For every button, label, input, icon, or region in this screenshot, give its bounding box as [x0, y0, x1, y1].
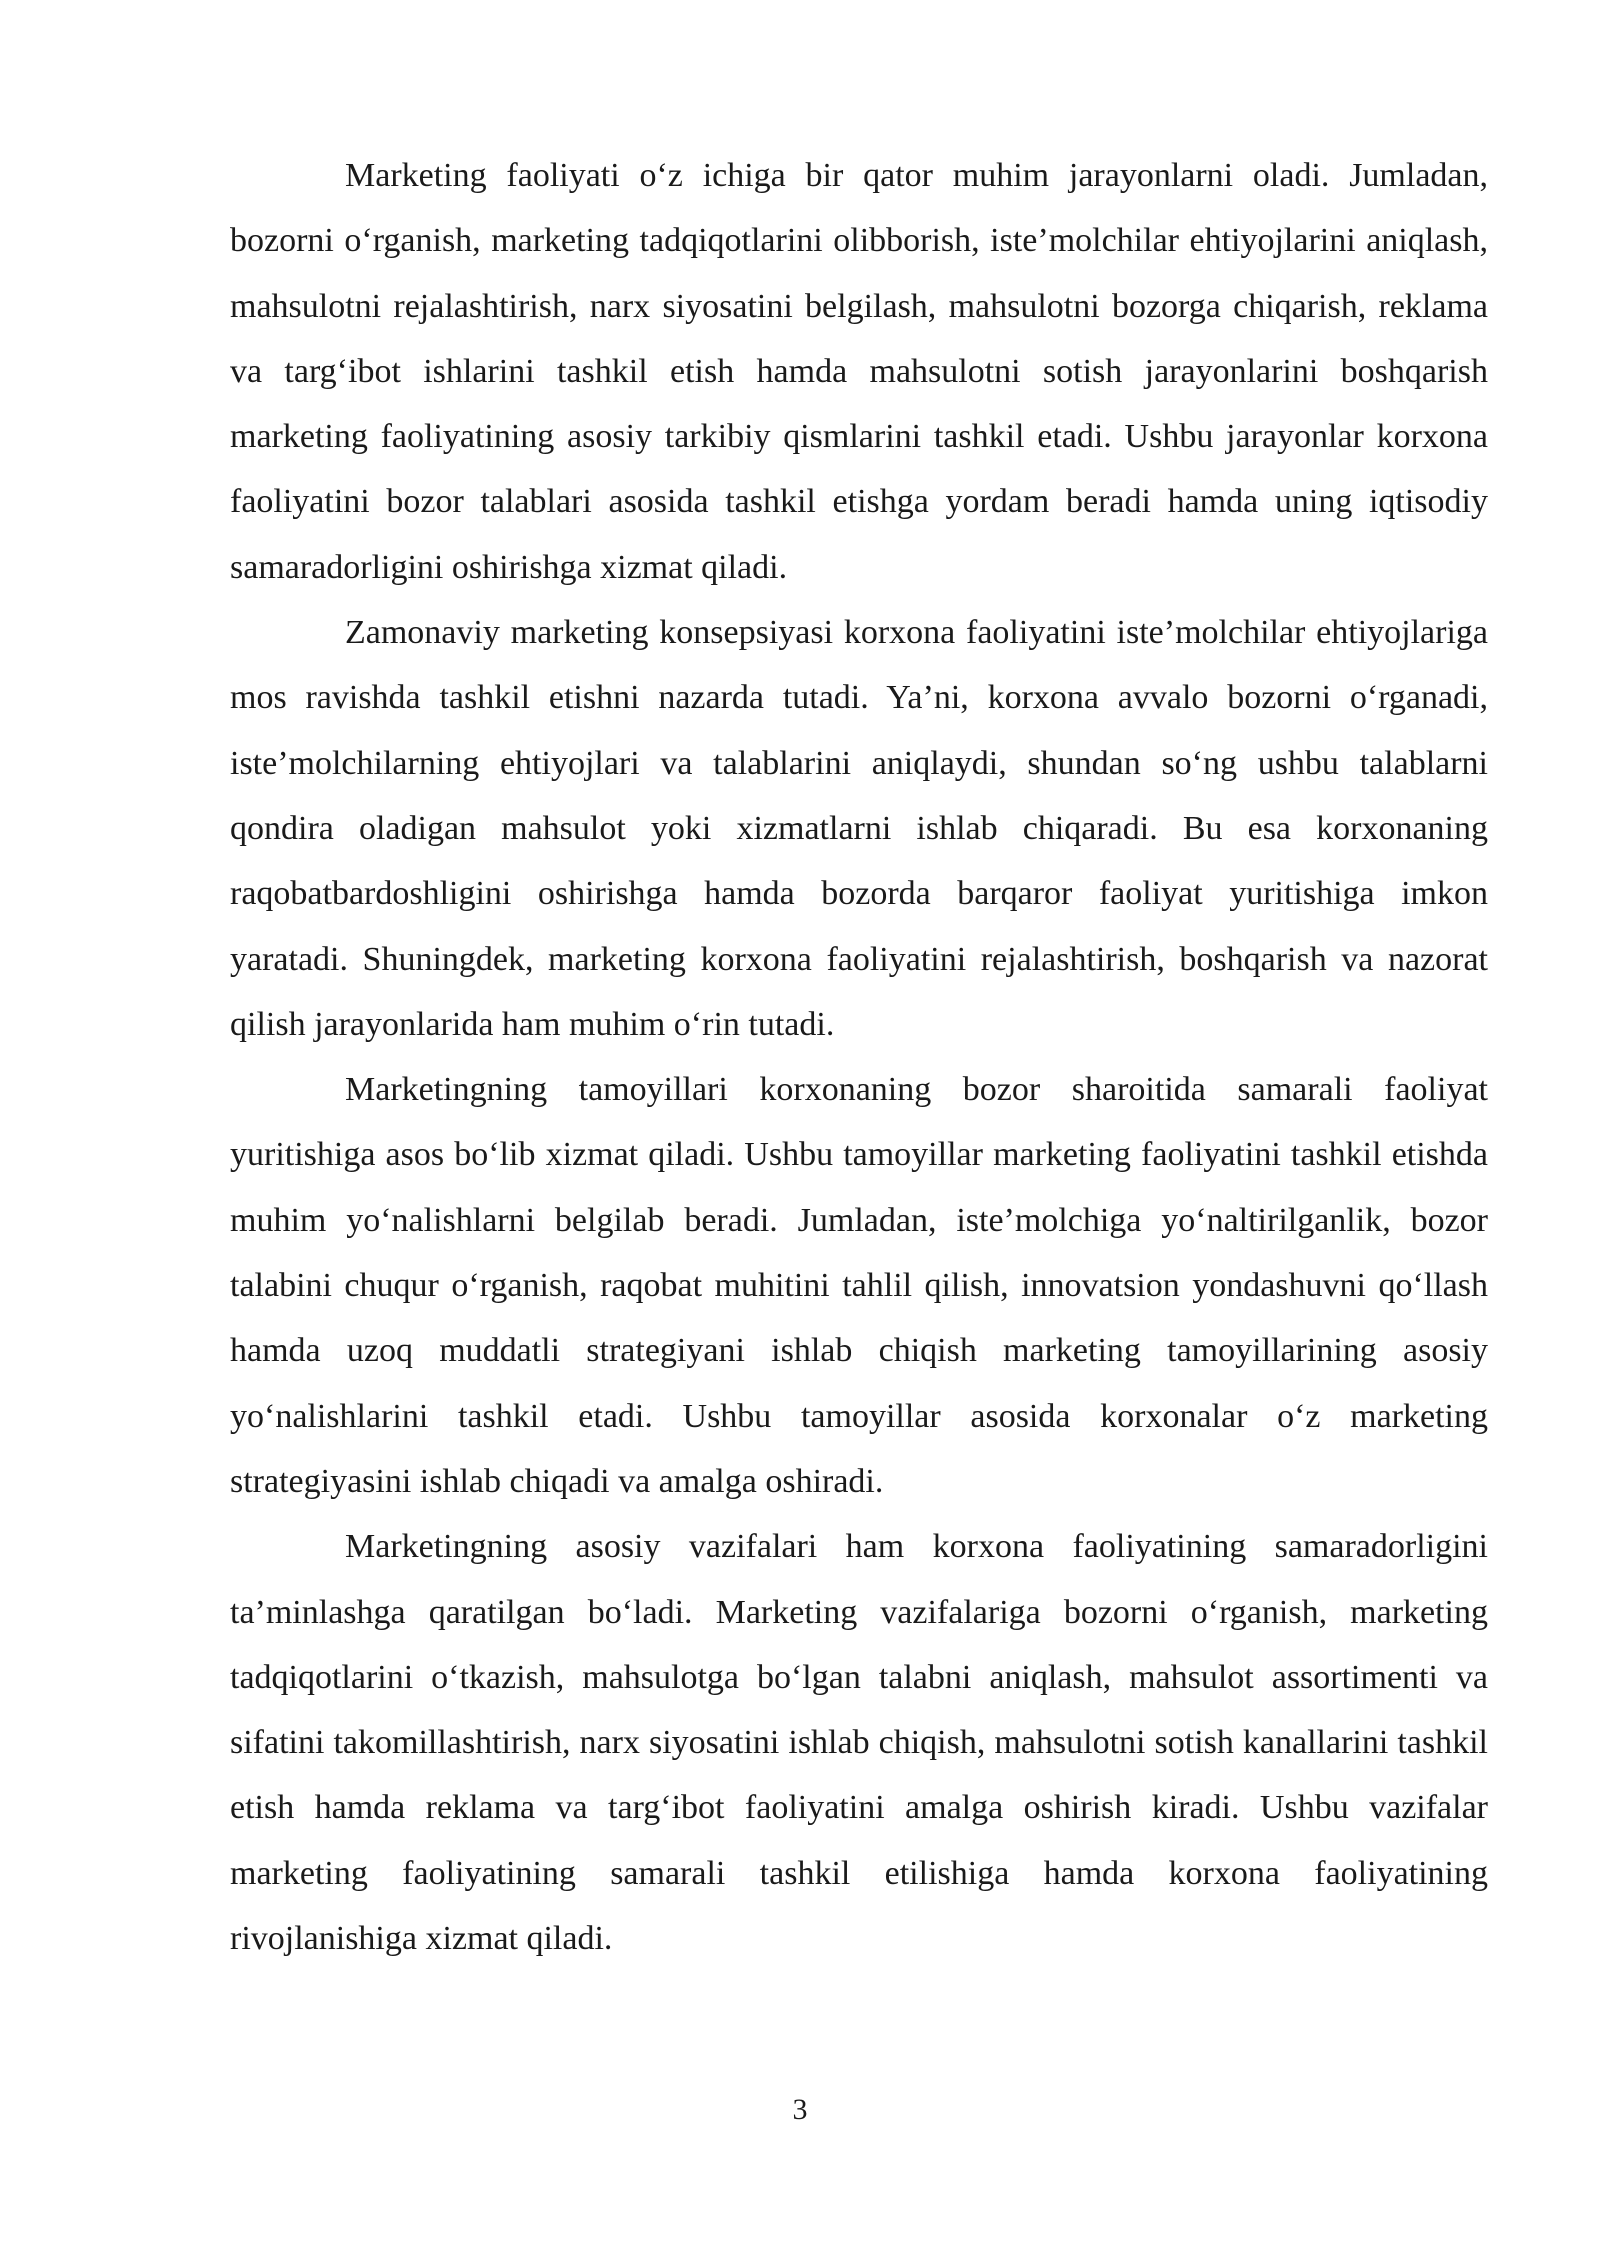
page-number: 3 [792, 2093, 808, 2126]
paragraph-1: Marketing faoliyati o‘z ichiga bir qator muhim jarayonlarni oladi. Jumladan, bozorni o‘rganish, marketing tadqiqotlarini olibborish, iste’molchilar ehtiyojlarini aniqlash, mahsulotni rejalashtirish, narx siyosatini belgilash, mahsulotni bozorga chiqarish, reklama va targ‘ibot ishlarini tashkil etish hamda mahsulotni sotish jarayonlarini boshqarish marketing faoliyatining asosiy tarkibiy qismlarini tashkil etadi. Ushbu jarayonlar korxona faoliyatini bozor talablari asosida tashkil etishga yordam beradi hamda uning iqtisodiy samaradorligini oshirishga xizmat qiladi. [230, 157, 1488, 586]
paragraph-3: Marketingning tamoyillari korxonaning bozor sharoitida samarali faoliyat yuritishiga asos bo‘lib xizmat qiladi. Ushbu tamoyillar marketing faoliyatini tashkil etishda muhim yo‘nalishlarni belgilab beradi. Jumladan, iste’molchiga yo‘naltirilganlik, bozor talabini chuqur o‘rganish, raqobat muhitini tahlil qilish, innovatsion yondashuvni qo‘llash hamda uzoq muddatli strategiyani ishlab chiqish marketing tamoyillarining asosiy yo‘nalishlarini tashkil etadi. Ushbu tamoyillar asosida korxonalar o‘z marketing strategiyasini ishlab chiqadi va amalga oshiradi. [230, 1071, 1488, 1500]
body-text [230, 143, 1488, 1971]
paragraph-4: Marketingning asosiy vazifalari ham korxona faoliyatining samaradorligini ta’minlashga qaratilgan bo‘ladi. Marketing vazifalariga bozorni o‘rganish, marketing tadqiqotlarini o‘tkazish, mahsulotga bo‘lgan talabni aniqlash, mahsulot assortimenti va sifatini takomillashtirish, narx siyosatini ishlab chiqish, mahsulotni sotish kanallarini tashkil etish hamda reklama va targ‘ibot faoliyatini amalga oshirish kiradi. Ushbu vazifalar marketing faoliyatining samarali tashkil etilishiga hamda korxona faoliyatining rivojlanishiga xizmat qiladi. [230, 1528, 1488, 1958]
paragraph-2: Zamonaviy marketing konsepsiyasi korxona faoliyatini iste’molchilar ehtiyojlariga mos ravishda tashkil etishni nazarda tutadi. Ya’ni, korxona avvalo bozorni o‘rganadi, iste’molchilarning ehtiyojlari va talablarini aniqlaydi, shundan so‘ng ushbu talablarni qondira oladigan mahsulot yoki xizmatlarni ishlab chiqaradi. Bu esa korxonaning raqobatbardoshligini oshirishga hamda bozorda barqaror faoliyat yuritishiga imkon yaratadi. Shuningdek, marketing korxona faoliyatini rejalashtirish, boshqarish va nazorat qilish jarayonlarida ham muhim o‘rin tutadi. [230, 614, 1488, 1043]
